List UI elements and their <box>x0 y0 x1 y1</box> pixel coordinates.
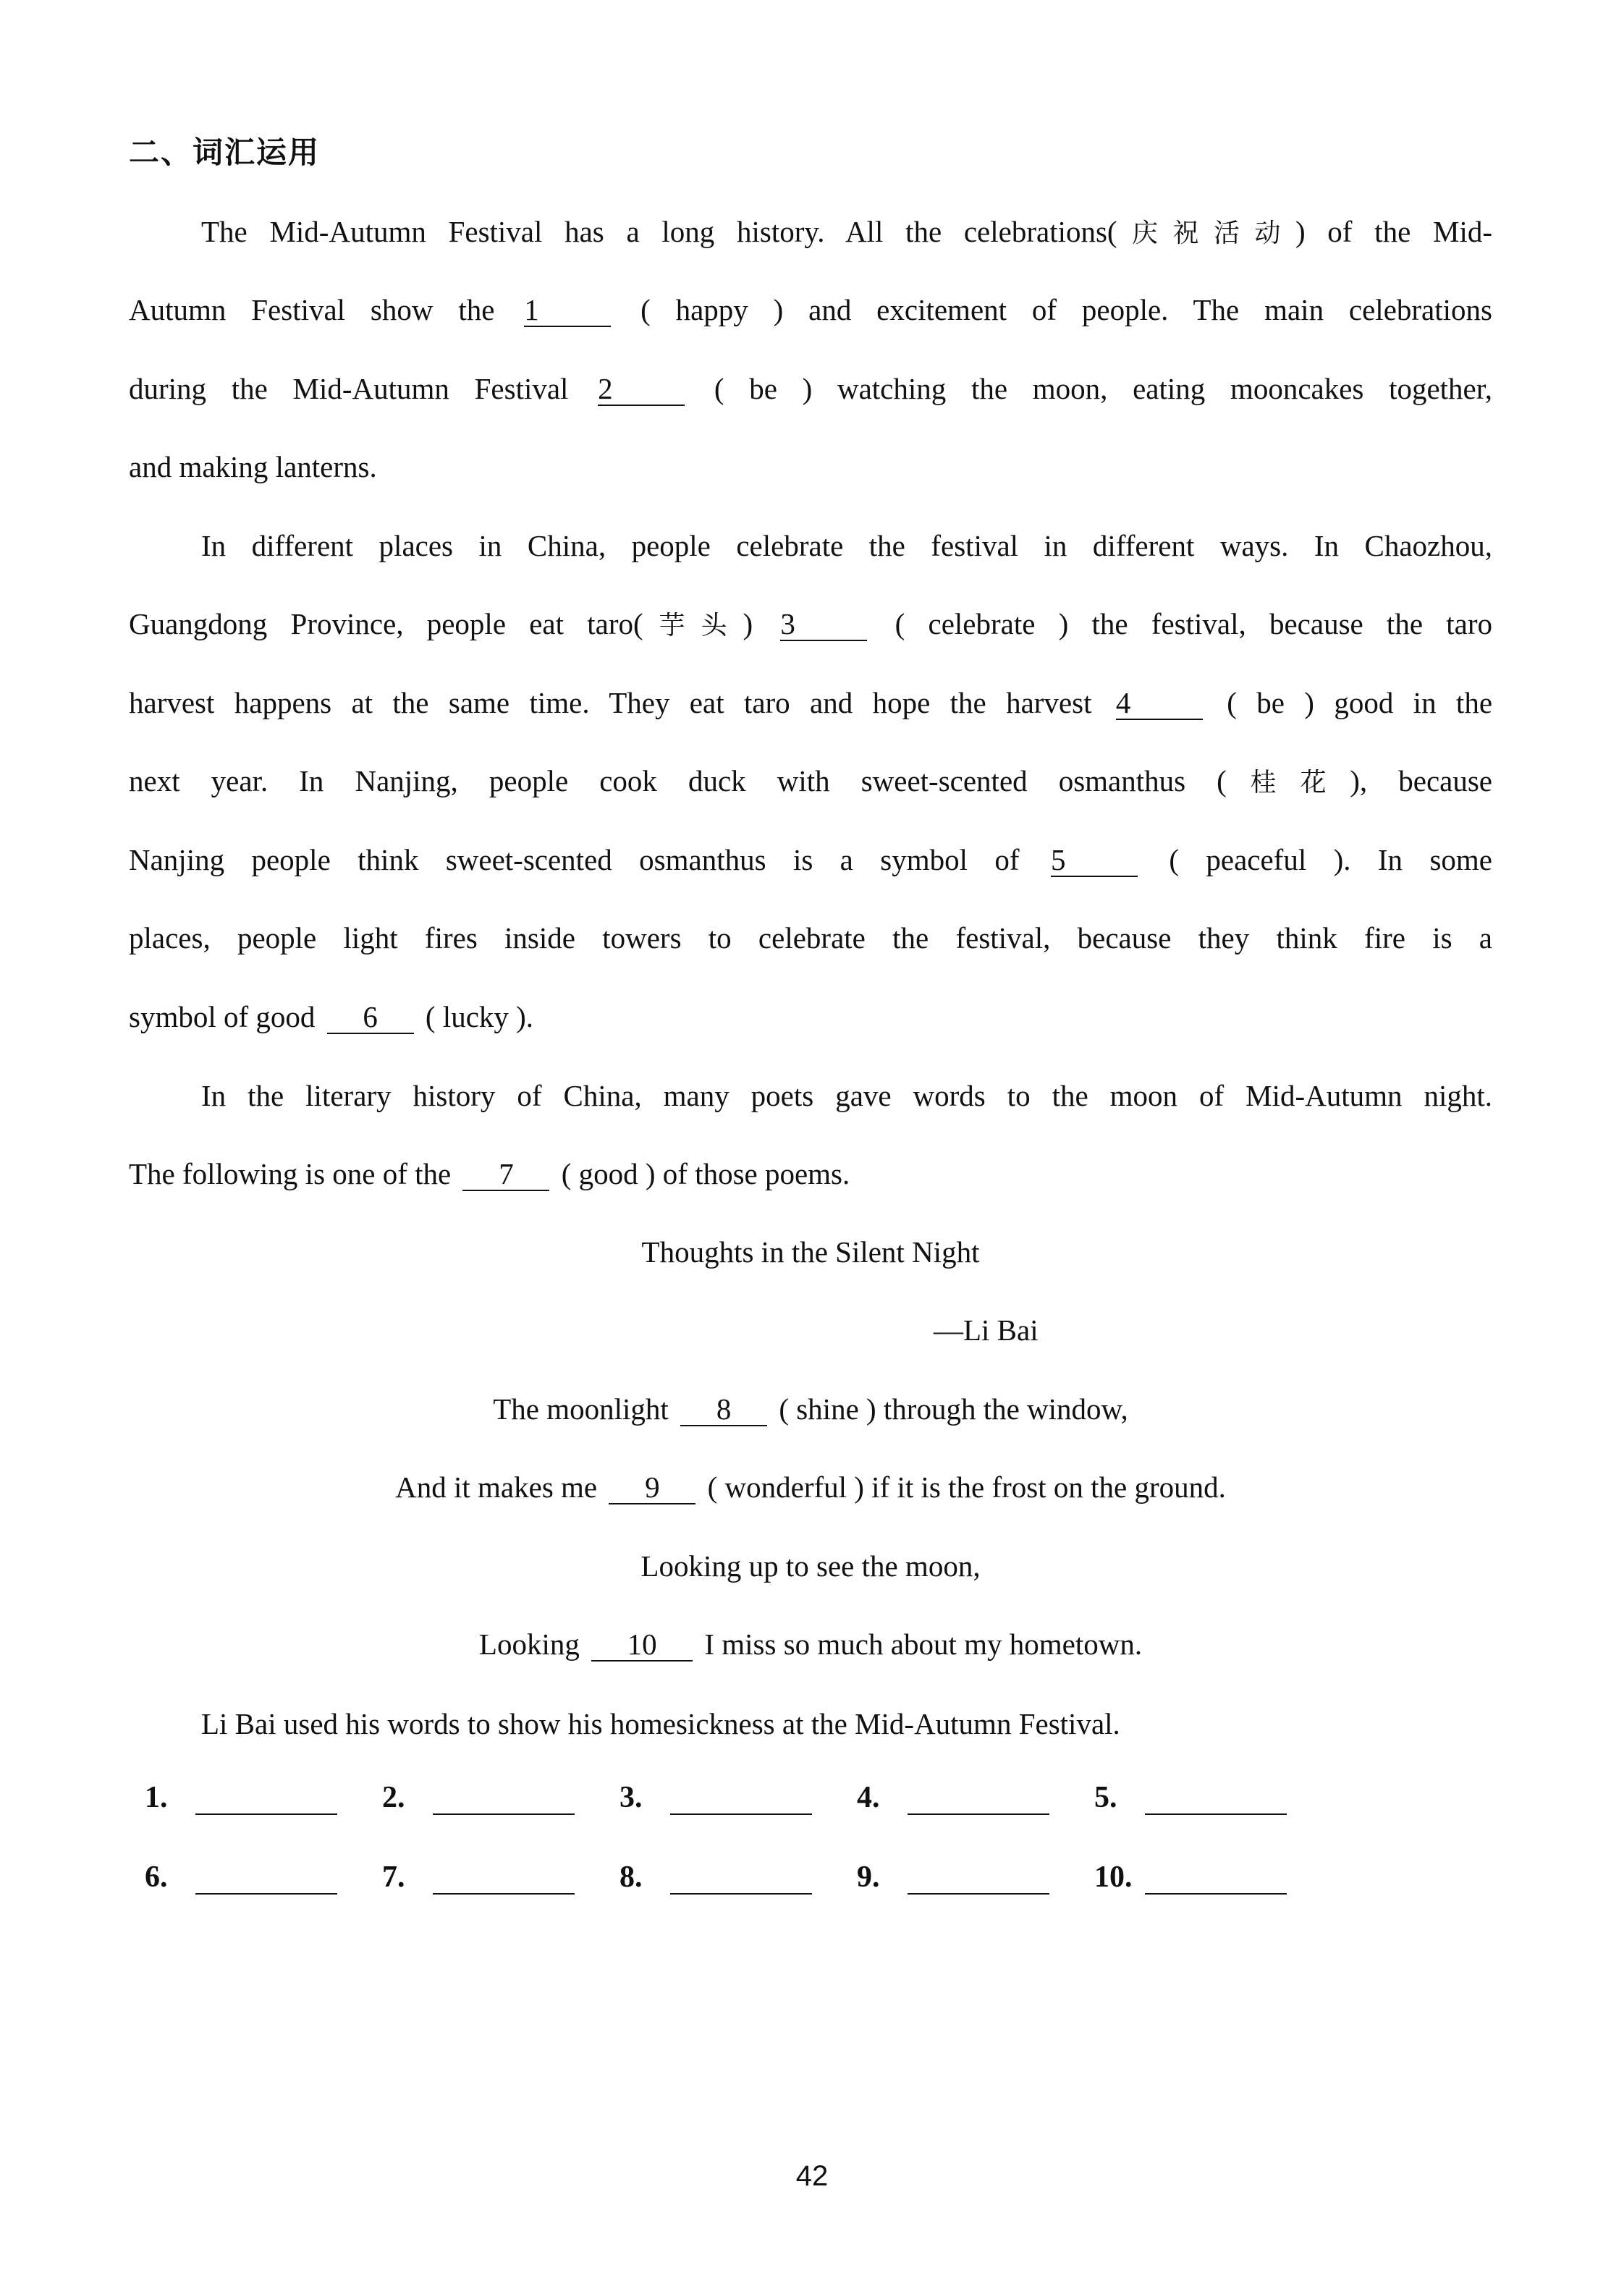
answer-line-10[interactable] <box>1145 1864 1287 1895</box>
text: and making lanterns. <box>129 450 377 483</box>
p1-line-1 <box>129 211 1492 254</box>
blank-8[interactable]: 8 <box>680 1393 767 1426</box>
page-number: 42 <box>795 2160 829 2192</box>
answer-line-2[interactable] <box>433 1785 575 1815</box>
poem-line-1 <box>129 1389 1492 1429</box>
poem-line-4 <box>129 1624 1492 1664</box>
p2-line-1 <box>129 525 1492 566</box>
text: ( lucky ). <box>425 1000 534 1033</box>
answer-line-6[interactable] <box>195 1864 337 1895</box>
section-heading: 二、词汇运用 <box>129 135 321 170</box>
answer-line-9[interactable] <box>908 1864 1049 1895</box>
text: In different places in China, people celebrate the festival in different ways. In Chaozhou, <box>201 529 1492 562</box>
answer-line-3[interactable] <box>670 1785 812 1815</box>
text: The moonlight <box>493 1392 669 1426</box>
blank-9[interactable]: 9 <box>609 1471 695 1504</box>
text: The Mid-Autumn Festival has a long history. All the celebrations( <box>201 215 1117 248</box>
answer-line-1[interactable] <box>195 1785 337 1815</box>
text: Nanjing people think sweet-scented osmanthus is a symbol of <box>129 843 1020 876</box>
answer-number: 5. <box>1094 1781 1117 1814</box>
chinese-gloss: 庆祝活动 <box>1117 219 1295 248</box>
answer-row-1 <box>145 1780 1332 1815</box>
answer-number: 10. <box>1094 1861 1133 1894</box>
closing-line: Li Bai used his words to show his homesickness at the Mid-Autumn Festival. <box>201 1707 1120 1740</box>
answer-item-3 <box>619 1780 857 1815</box>
text: ( happy ) and excitement of people. The main celebrations <box>640 293 1492 326</box>
answer-line-5[interactable] <box>1145 1785 1287 1815</box>
blank-2[interactable]: 2 <box>598 373 685 406</box>
answer-line-4[interactable] <box>908 1785 1049 1815</box>
p2-line-5 <box>129 839 1492 880</box>
answer-item-10 <box>1094 1860 1332 1895</box>
text: symbol of good <box>129 1000 316 1033</box>
text: next year. In Nanjing, people cook duck with sweet-scented osmanthus ( <box>129 764 1227 797</box>
answer-line-8[interactable] <box>670 1864 812 1895</box>
text: The following is one of the <box>129 1157 452 1190</box>
p2-line-2 <box>129 604 1492 646</box>
p3-line-2 <box>129 1154 1492 1194</box>
text: Looking <box>478 1627 580 1661</box>
chinese-gloss: 桂花 <box>1226 768 1350 797</box>
p3-line-1 <box>129 1075 1492 1116</box>
answer-number: 8. <box>619 1861 643 1894</box>
poem-title: Thoughts in the Silent Night <box>641 1235 980 1269</box>
text: ( be ) good in the <box>1227 686 1493 719</box>
text: places, people light fires inside towers to celebrate the festival, because they think fire is a <box>129 921 1492 955</box>
chinese-gloss: 芋头 <box>643 611 743 640</box>
text: ( be ) watching the moon, eating mooncakes together, <box>714 372 1493 405</box>
text: Guangdong Province, people eat taro( <box>129 607 643 640</box>
text: ( peaceful ). In some <box>1169 843 1492 876</box>
blank-1[interactable]: 1 <box>524 294 611 327</box>
text: I miss so much about my hometown. <box>704 1627 1143 1661</box>
text: ( wonderful ) if it is the frost on the ground. <box>707 1470 1226 1504</box>
text: harvest happens at the same time. They eat taro and hope the harvest <box>129 686 1092 719</box>
blank-5[interactable]: 5 <box>1051 844 1138 877</box>
p2-line-3 <box>129 682 1492 723</box>
answer-number: 4. <box>857 1781 880 1814</box>
blank-4[interactable]: 4 <box>1116 687 1203 720</box>
answer-number: 9. <box>857 1861 880 1894</box>
answer-item-1 <box>145 1780 382 1815</box>
answer-number: 6. <box>145 1861 168 1894</box>
answer-item-6 <box>145 1860 382 1895</box>
text: ( shine ) through the window, <box>779 1392 1128 1426</box>
text: during the Mid-Autumn Festival <box>129 372 569 405</box>
text: Autumn Festival show the <box>129 293 495 326</box>
answer-number: 3. <box>619 1781 643 1814</box>
blank-6[interactable]: 6 <box>327 1001 414 1034</box>
p2-line-6 <box>129 918 1492 958</box>
p1-line-2 <box>129 289 1492 330</box>
poem-author: —Li Bai <box>934 1313 1039 1347</box>
blank-10[interactable]: 10 <box>591 1628 693 1662</box>
answer-number: 1. <box>145 1781 168 1814</box>
answer-item-7 <box>382 1860 619 1895</box>
p2-line-7 <box>129 996 1492 1037</box>
answer-number: 2. <box>382 1781 405 1814</box>
answer-number: 7. <box>382 1861 405 1894</box>
blank-7[interactable]: 7 <box>462 1158 549 1191</box>
blank-3[interactable]: 3 <box>780 608 867 641</box>
answer-item-2 <box>382 1780 619 1815</box>
text: ( celebrate ) the festival, because the taro <box>895 607 1492 640</box>
text: ) of the Mid- <box>1295 215 1492 248</box>
answer-item-5 <box>1094 1780 1332 1815</box>
poem-line-3 <box>129 1546 1492 1586</box>
p1-line-3 <box>129 368 1492 409</box>
text: Looking up to see the moon, <box>640 1549 981 1583</box>
text: ( good ) of those poems. <box>561 1157 850 1190</box>
answer-line-7[interactable] <box>433 1864 575 1895</box>
text: And it makes me <box>395 1470 598 1504</box>
text: In the literary history of China, many poets gave words to the moon of Mid-Autumn night. <box>201 1079 1492 1112</box>
p2-line-4 <box>129 761 1492 803</box>
answer-item-8 <box>619 1860 857 1895</box>
answer-row-2 <box>145 1860 1332 1895</box>
answer-item-4 <box>857 1780 1094 1815</box>
p1-line-4 <box>129 446 1492 487</box>
poem-line-2 <box>129 1467 1492 1507</box>
text: ), because <box>1350 764 1492 797</box>
answer-item-9 <box>857 1860 1094 1895</box>
text: ) <box>743 607 753 640</box>
